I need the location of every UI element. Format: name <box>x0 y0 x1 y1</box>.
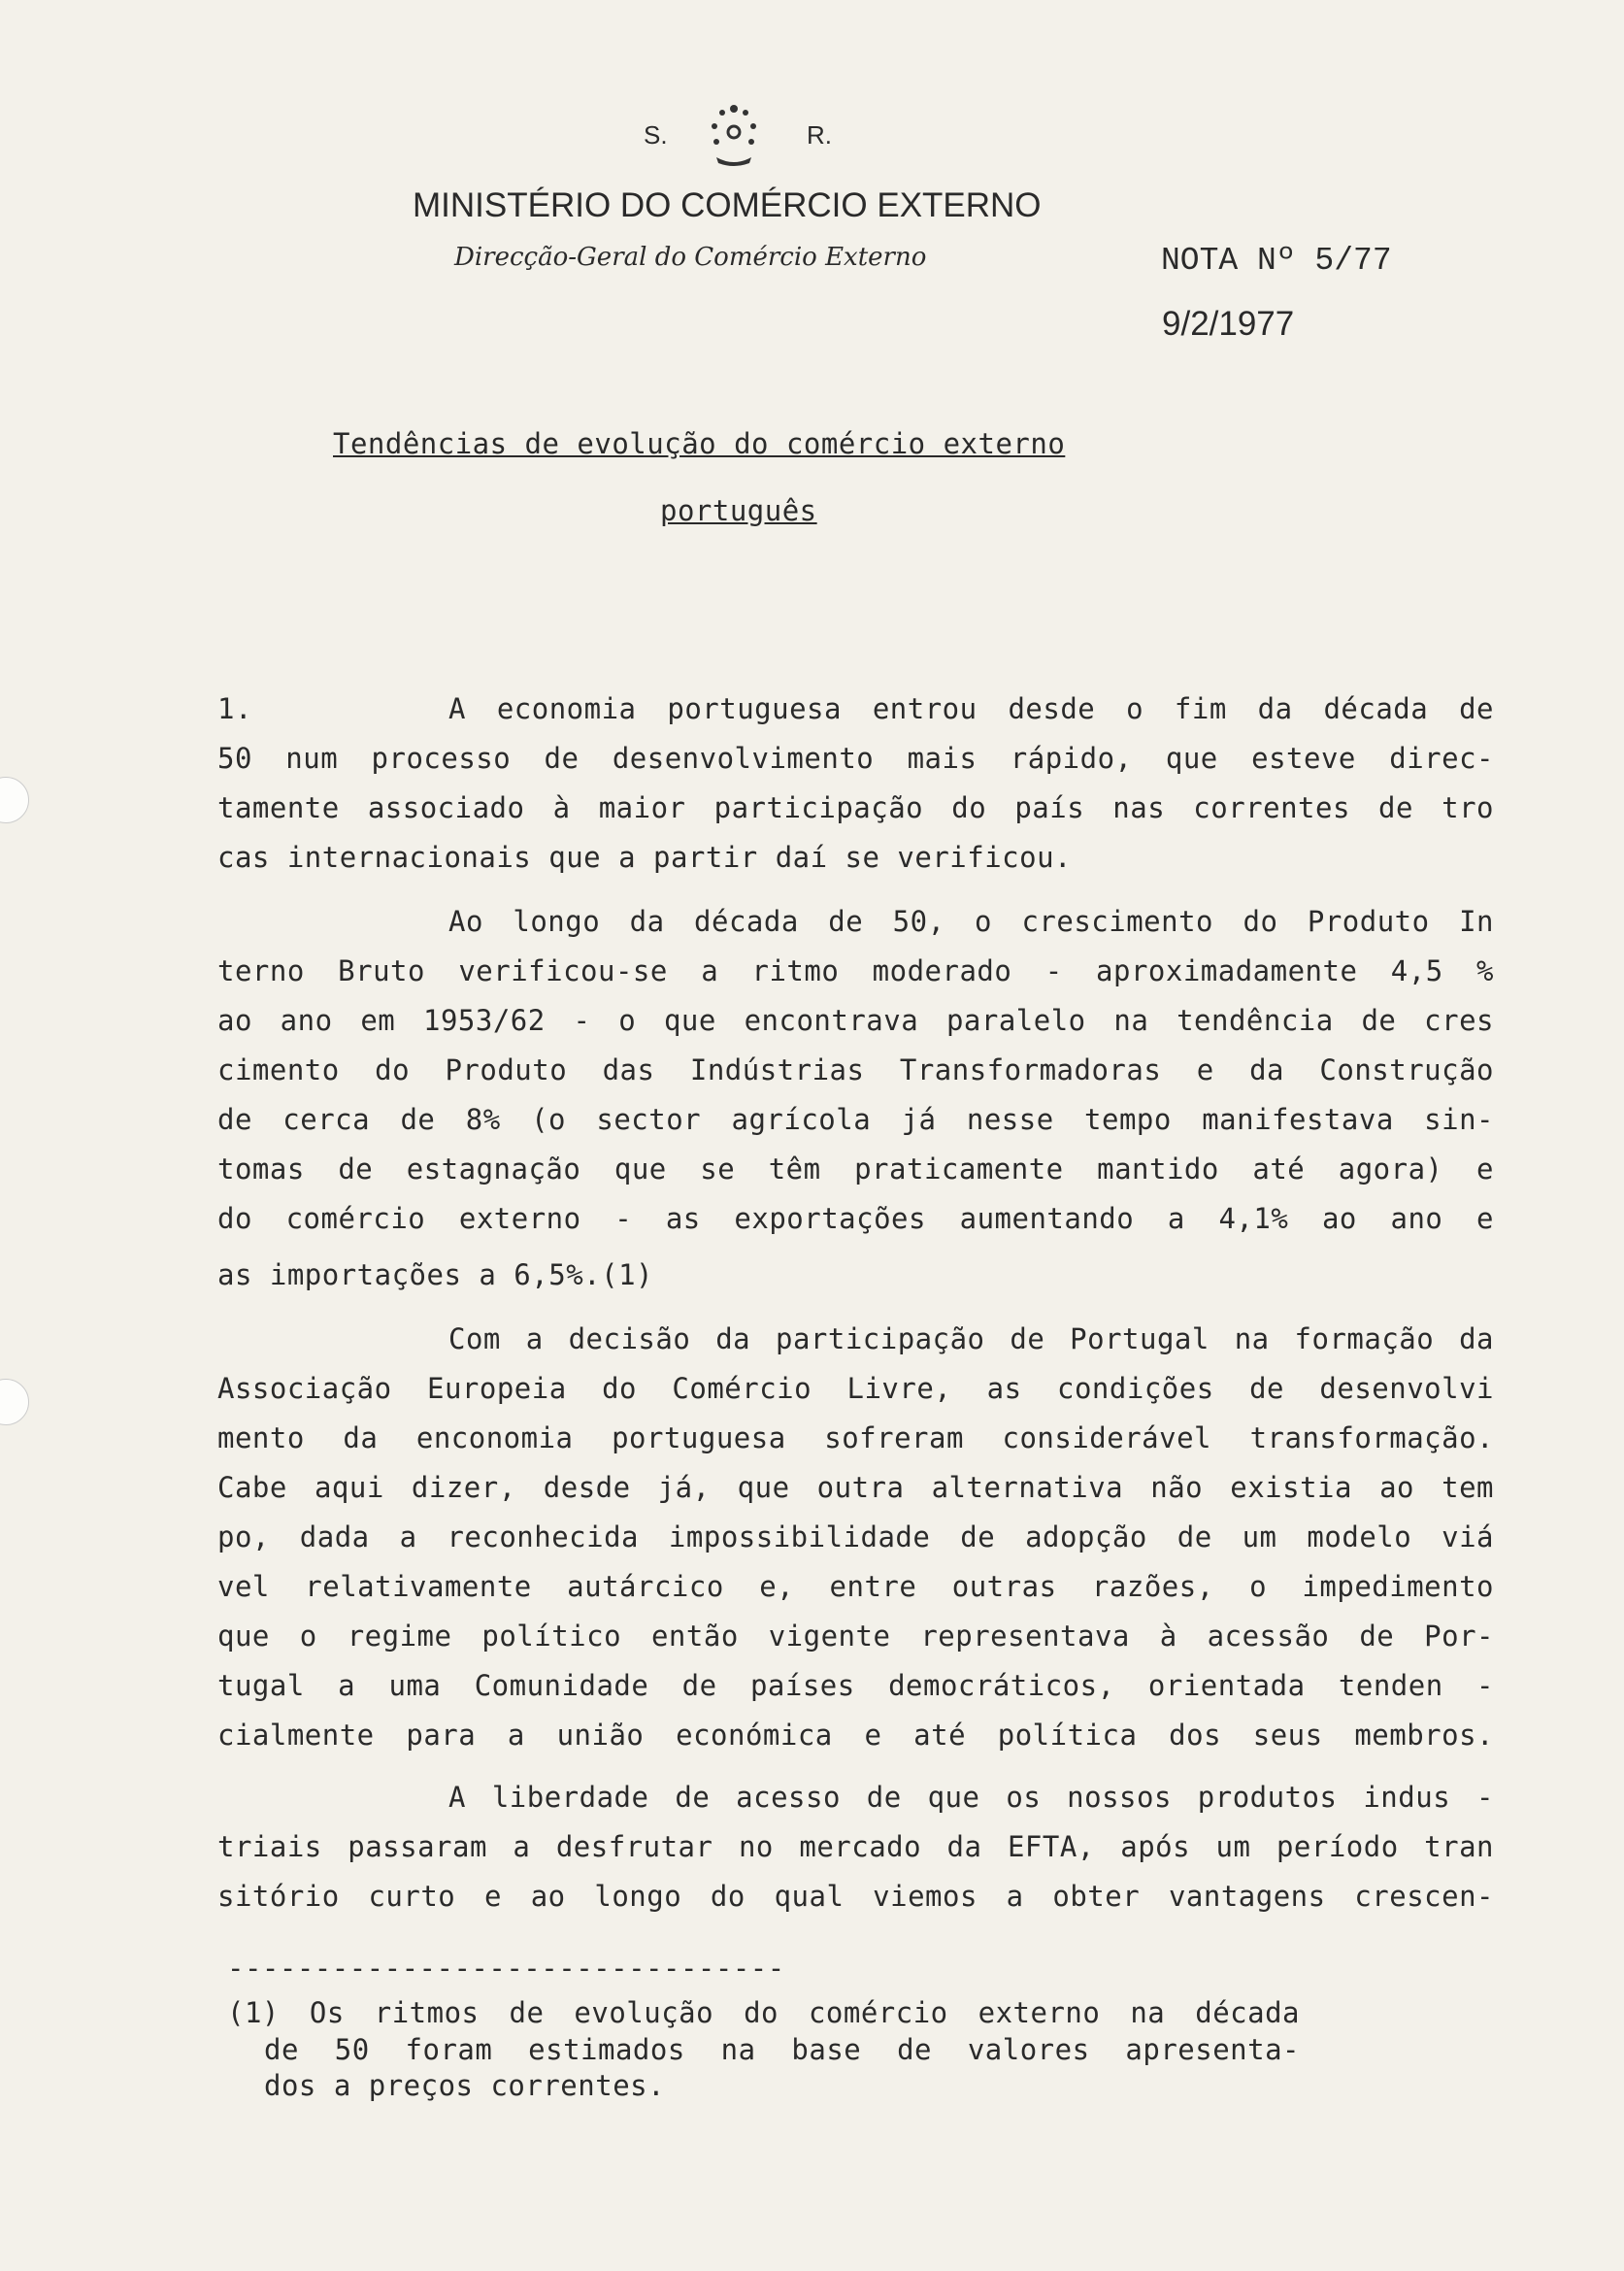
ministry-name: MINISTÉRIO DO COMÉRCIO EXTERNO <box>413 186 1042 224</box>
body-line: tomas de estagnação que se têm praticamente mantido até agora) e <box>217 1152 1494 1186</box>
body-line: A liberdade de acesso de que os nossos produtos indus - <box>448 1781 1494 1814</box>
coat-of-arms-emblem <box>695 99 773 169</box>
body-line: vel relativamente autárcico e, entre outras razões, o impedimento <box>217 1570 1494 1603</box>
paragraph-number: 1. <box>217 692 252 725</box>
body-line: que o regime político então vigente representava à acessão de Por- <box>217 1620 1494 1653</box>
body-line: as importações a 6,5%.(1) <box>217 1258 653 1291</box>
body-line: Associação Europeia do Comércio Livre, as condições de desenvolvi <box>217 1372 1494 1405</box>
body-line: do comércio externo - as exportações aumentando a 4,1% ao ano e <box>217 1202 1494 1235</box>
sr-left: S. <box>644 120 668 150</box>
footnote-line: dos a preços correntes. <box>264 2069 666 2102</box>
punch-hole <box>0 777 29 823</box>
body-line: sitório curto e ao longo do qual viemos a obter vantagens crescen- <box>217 1880 1494 1913</box>
body-line: Com a decisão da participação de Portugal na formação da <box>448 1322 1494 1355</box>
body-line: tamente associado à maior participação do país nas correntes de tro <box>217 791 1494 824</box>
body-line: tugal a uma Comunidade de países democráticos, orientada tenden - <box>217 1669 1494 1702</box>
body-line: mento da enconomia portuguesa sofreram considerável transformação. <box>217 1421 1494 1454</box>
title-line-2: português <box>660 494 817 527</box>
body-line: Cabe aqui dizer, desde já, que outra alternativa não existia ao tem <box>217 1471 1494 1504</box>
body-line: po, dada a reconhecida impossibilidade de adopção de um modelo viá <box>217 1520 1494 1553</box>
body-line: cialmente para a união económica e até política dos seus membros. <box>217 1719 1494 1752</box>
nota-number: NOTA Nº 5/77 <box>1161 243 1392 279</box>
document-date: 9/2/1977 <box>1162 305 1295 343</box>
body-line: ao ano em 1953/62 - o que encontrava paralelo na tendência de cres <box>217 1004 1494 1037</box>
body-line: cimento do Produto das Indústrias Transformadoras e da Construção <box>217 1053 1494 1086</box>
body-line: A economia portuguesa entrou desde o fim da década de <box>448 692 1494 725</box>
sr-right: R. <box>807 120 832 150</box>
punch-hole <box>0 1379 29 1425</box>
body-line: 50 num processo de desenvolvimento mais rápido, que esteve direc- <box>217 742 1494 775</box>
footnote-rule: -------------------------------- <box>227 1952 785 1985</box>
body-line: de cerca de 8% (o sector agrícola já nesse tempo manifestava sin- <box>217 1103 1494 1136</box>
footnote-line: (1) Os ritmos de evolução do comércio externo na década <box>227 1996 1300 2029</box>
body-line: cas internacionais que a partir daí se verificou. <box>217 841 1073 874</box>
directorate-name: Direcção-Geral do Comércio Externo <box>454 243 927 272</box>
footnote-line: de 50 foram estimados na base de valores apresenta- <box>264 2033 1300 2066</box>
body-line: terno Bruto verificou-se a ritmo moderado - aproximadamente 4,5 % <box>217 954 1494 987</box>
body-line: Ao longo da década de 50, o crescimento do Produto In <box>448 905 1494 938</box>
title-line-1: Tendências de evolução do comércio externo <box>333 427 1066 460</box>
body-line: triais passaram a desfrutar no mercado da EFTA, após um período tran <box>217 1830 1494 1863</box>
